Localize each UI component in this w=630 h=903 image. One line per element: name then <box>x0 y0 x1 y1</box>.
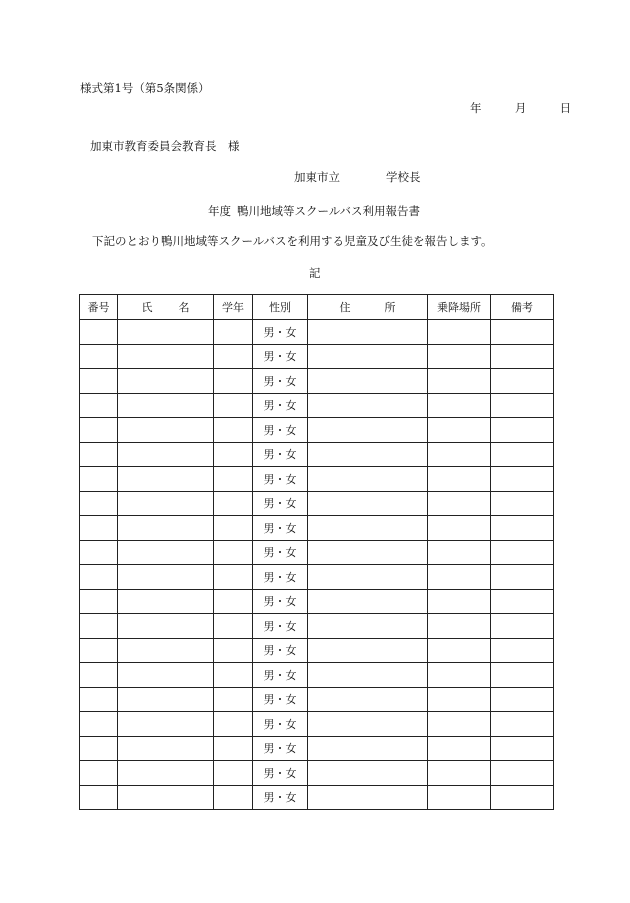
table-row <box>80 320 554 345</box>
stop-cell[interactable] <box>428 320 491 345</box>
name-cell[interactable] <box>118 761 214 786</box>
grade-cell[interactable] <box>214 687 253 712</box>
number-cell[interactable] <box>80 491 118 516</box>
name-cell[interactable] <box>118 344 214 369</box>
address-cell[interactable] <box>308 442 428 467</box>
table-row <box>80 638 554 663</box>
stop-cell[interactable] <box>428 393 491 418</box>
table-row <box>80 712 554 737</box>
number-cell[interactable] <box>80 712 118 737</box>
remarks-cell[interactable] <box>491 614 554 639</box>
number-cell[interactable] <box>80 614 118 639</box>
stop-cell[interactable] <box>428 614 491 639</box>
fiscal-year-label: 年度 <box>208 204 231 218</box>
addressee: 加東市教育委員会教育長 様 <box>90 139 240 153</box>
table-row <box>80 687 554 712</box>
remarks-cell[interactable] <box>491 761 554 786</box>
date-day-label: 日 <box>559 101 572 115</box>
grade-cell[interactable] <box>214 614 253 639</box>
number-cell[interactable] <box>80 761 118 786</box>
grade-cell[interactable] <box>214 516 253 541</box>
name-cell[interactable] <box>118 663 214 688</box>
gender-cell: 男・女 <box>253 712 308 737</box>
address-cell[interactable] <box>308 369 428 394</box>
name-cell[interactable] <box>118 540 214 565</box>
table-row <box>80 785 554 810</box>
name-cell[interactable] <box>118 614 214 639</box>
grade-cell[interactable] <box>214 491 253 516</box>
grade-cell[interactable] <box>214 761 253 786</box>
col-address-header <box>308 295 428 320</box>
table-row <box>80 761 554 786</box>
name-cell[interactable] <box>118 565 214 590</box>
table-row <box>80 418 554 443</box>
roster-table <box>79 294 554 810</box>
report-title-text: 鴨川地域等スクールバス利用報告書 <box>237 204 420 218</box>
stop-cell[interactable] <box>428 516 491 541</box>
name-cell[interactable] <box>118 442 214 467</box>
stop-cell[interactable] <box>428 589 491 614</box>
gender-cell: 男・女 <box>253 320 308 345</box>
table-row <box>80 589 554 614</box>
remarks-cell[interactable] <box>491 785 554 810</box>
remarks-cell[interactable] <box>491 687 554 712</box>
date-line <box>470 100 571 116</box>
number-cell[interactable] <box>80 736 118 761</box>
name-cell[interactable] <box>118 418 214 443</box>
intro-text: 下記のとおり鴨川地域等スクールバスを利用する児童及び生徒を報告します。 <box>92 234 493 248</box>
address-cell[interactable] <box>308 516 428 541</box>
gender-cell: 男・女 <box>253 687 308 712</box>
name-cell[interactable] <box>118 369 214 394</box>
name-cell[interactable] <box>118 393 214 418</box>
stop-cell[interactable] <box>428 491 491 516</box>
address-cell[interactable] <box>308 589 428 614</box>
gender-cell: 男・女 <box>253 638 308 663</box>
col-address-header-part1: 住 <box>339 301 351 314</box>
stop-cell[interactable] <box>428 369 491 394</box>
remarks-cell[interactable] <box>491 491 554 516</box>
stop-cell[interactable] <box>428 761 491 786</box>
number-cell[interactable] <box>80 467 118 492</box>
remarks-cell[interactable] <box>491 442 554 467</box>
grade-cell[interactable] <box>214 540 253 565</box>
name-cell[interactable] <box>118 736 214 761</box>
col-name-header-part1: 氏 <box>141 301 153 314</box>
number-cell[interactable] <box>80 663 118 688</box>
remarks-cell[interactable] <box>491 344 554 369</box>
table-row <box>80 565 554 590</box>
stop-cell[interactable] <box>428 687 491 712</box>
address-cell[interactable] <box>308 393 428 418</box>
number-cell[interactable] <box>80 687 118 712</box>
number-cell[interactable] <box>80 589 118 614</box>
gender-cell: 男・女 <box>253 736 308 761</box>
grade-cell[interactable] <box>214 418 253 443</box>
ki-mark: 記 <box>309 266 321 280</box>
stop-cell[interactable] <box>428 712 491 737</box>
gender-cell: 男・女 <box>253 785 308 810</box>
col-gender-header: 性別 <box>253 295 308 320</box>
stop-cell[interactable] <box>428 540 491 565</box>
table-row <box>80 663 554 688</box>
grade-cell[interactable] <box>214 736 253 761</box>
gender-cell: 男・女 <box>253 540 308 565</box>
remarks-cell[interactable] <box>491 320 554 345</box>
stop-cell[interactable] <box>428 785 491 810</box>
remarks-cell[interactable] <box>491 369 554 394</box>
school-prefix: 加東市立 <box>294 170 340 184</box>
number-cell[interactable] <box>80 638 118 663</box>
name-cell[interactable] <box>118 712 214 737</box>
grade-cell[interactable] <box>214 785 253 810</box>
remarks-cell[interactable] <box>491 565 554 590</box>
col-grade-header: 学年 <box>214 295 253 320</box>
table-row <box>80 491 554 516</box>
date-year-label: 年 <box>470 101 482 115</box>
stop-cell[interactable] <box>428 663 491 688</box>
name-cell[interactable] <box>118 516 214 541</box>
number-cell[interactable] <box>80 565 118 590</box>
address-cell[interactable] <box>308 540 428 565</box>
address-cell[interactable] <box>308 418 428 443</box>
grade-cell[interactable] <box>214 712 253 737</box>
address-cell[interactable] <box>308 565 428 590</box>
name-cell[interactable] <box>118 320 214 345</box>
address-cell[interactable] <box>308 467 428 492</box>
remarks-cell[interactable] <box>491 663 554 688</box>
school-line <box>294 169 421 185</box>
gender-cell: 男・女 <box>253 344 308 369</box>
gender-cell: 男・女 <box>253 442 308 467</box>
name-cell[interactable] <box>118 638 214 663</box>
number-cell[interactable] <box>80 369 118 394</box>
number-cell[interactable] <box>80 516 118 541</box>
name-cell[interactable] <box>118 491 214 516</box>
remarks-cell[interactable] <box>491 418 554 443</box>
address-cell[interactable] <box>308 320 428 345</box>
name-cell[interactable] <box>118 589 214 614</box>
grade-cell[interactable] <box>214 663 253 688</box>
school-suffix: 学校長 <box>386 170 421 184</box>
stop-cell[interactable] <box>428 467 491 492</box>
col-name-header-part2: 名 <box>178 301 190 314</box>
table-row <box>80 442 554 467</box>
remarks-cell[interactable] <box>491 712 554 737</box>
number-cell[interactable] <box>80 418 118 443</box>
grade-cell[interactable] <box>214 369 253 394</box>
table-row <box>80 467 554 492</box>
grade-cell[interactable] <box>214 638 253 663</box>
col-name-header <box>118 295 214 320</box>
address-cell[interactable] <box>308 736 428 761</box>
number-cell[interactable] <box>80 393 118 418</box>
address-cell[interactable] <box>308 491 428 516</box>
stop-cell[interactable] <box>428 344 491 369</box>
remarks-cell[interactable] <box>491 516 554 541</box>
gender-cell: 男・女 <box>253 589 308 614</box>
address-cell[interactable] <box>308 344 428 369</box>
address-cell[interactable] <box>308 638 428 663</box>
grade-cell[interactable] <box>214 467 253 492</box>
remarks-cell[interactable] <box>491 467 554 492</box>
stop-cell[interactable] <box>428 638 491 663</box>
address-cell[interactable] <box>308 687 428 712</box>
number-cell[interactable] <box>80 540 118 565</box>
gender-cell: 男・女 <box>253 467 308 492</box>
remarks-cell[interactable] <box>491 736 554 761</box>
address-cell[interactable] <box>308 712 428 737</box>
grade-cell[interactable] <box>214 565 253 590</box>
stop-cell[interactable] <box>428 565 491 590</box>
address-cell[interactable] <box>308 761 428 786</box>
report-title <box>208 203 420 219</box>
table-row <box>80 369 554 394</box>
remarks-cell[interactable] <box>491 589 554 614</box>
grade-cell[interactable] <box>214 589 253 614</box>
gender-cell: 男・女 <box>253 491 308 516</box>
col-stop-header: 乗降場所 <box>428 295 491 320</box>
grade-cell[interactable] <box>214 320 253 345</box>
number-cell[interactable] <box>80 442 118 467</box>
table-row <box>80 344 554 369</box>
table-row <box>80 614 554 639</box>
gender-cell: 男・女 <box>253 369 308 394</box>
remarks-cell[interactable] <box>491 540 554 565</box>
gender-cell: 男・女 <box>253 761 308 786</box>
form-number: 様式第1号（第5条関係） <box>80 81 210 95</box>
name-cell[interactable] <box>118 785 214 810</box>
grade-cell[interactable] <box>214 442 253 467</box>
table-row <box>80 736 554 761</box>
address-cell[interactable] <box>308 785 428 810</box>
table-row <box>80 540 554 565</box>
number-cell[interactable] <box>80 320 118 345</box>
gender-cell: 男・女 <box>253 418 308 443</box>
number-cell[interactable] <box>80 344 118 369</box>
address-cell[interactable] <box>308 663 428 688</box>
col-address-header-part2: 所 <box>384 301 396 314</box>
gender-cell: 男・女 <box>253 614 308 639</box>
stop-cell[interactable] <box>428 418 491 443</box>
grade-cell[interactable] <box>214 344 253 369</box>
date-month-label: 月 <box>514 101 527 115</box>
gender-cell: 男・女 <box>253 663 308 688</box>
gender-cell: 男・女 <box>253 393 308 418</box>
col-number-header: 番号 <box>80 295 118 320</box>
stop-cell[interactable] <box>428 442 491 467</box>
stop-cell[interactable] <box>428 736 491 761</box>
number-cell[interactable] <box>80 785 118 810</box>
grade-cell[interactable] <box>214 393 253 418</box>
roster-body <box>80 320 554 810</box>
remarks-cell[interactable] <box>491 393 554 418</box>
col-remarks-header: 備考 <box>491 295 554 320</box>
table-row <box>80 393 554 418</box>
address-cell[interactable] <box>308 614 428 639</box>
gender-cell: 男・女 <box>253 565 308 590</box>
gender-cell: 男・女 <box>253 516 308 541</box>
table-header-row <box>80 295 554 320</box>
name-cell[interactable] <box>118 687 214 712</box>
remarks-cell[interactable] <box>491 638 554 663</box>
name-cell[interactable] <box>118 467 214 492</box>
table-row <box>80 516 554 541</box>
